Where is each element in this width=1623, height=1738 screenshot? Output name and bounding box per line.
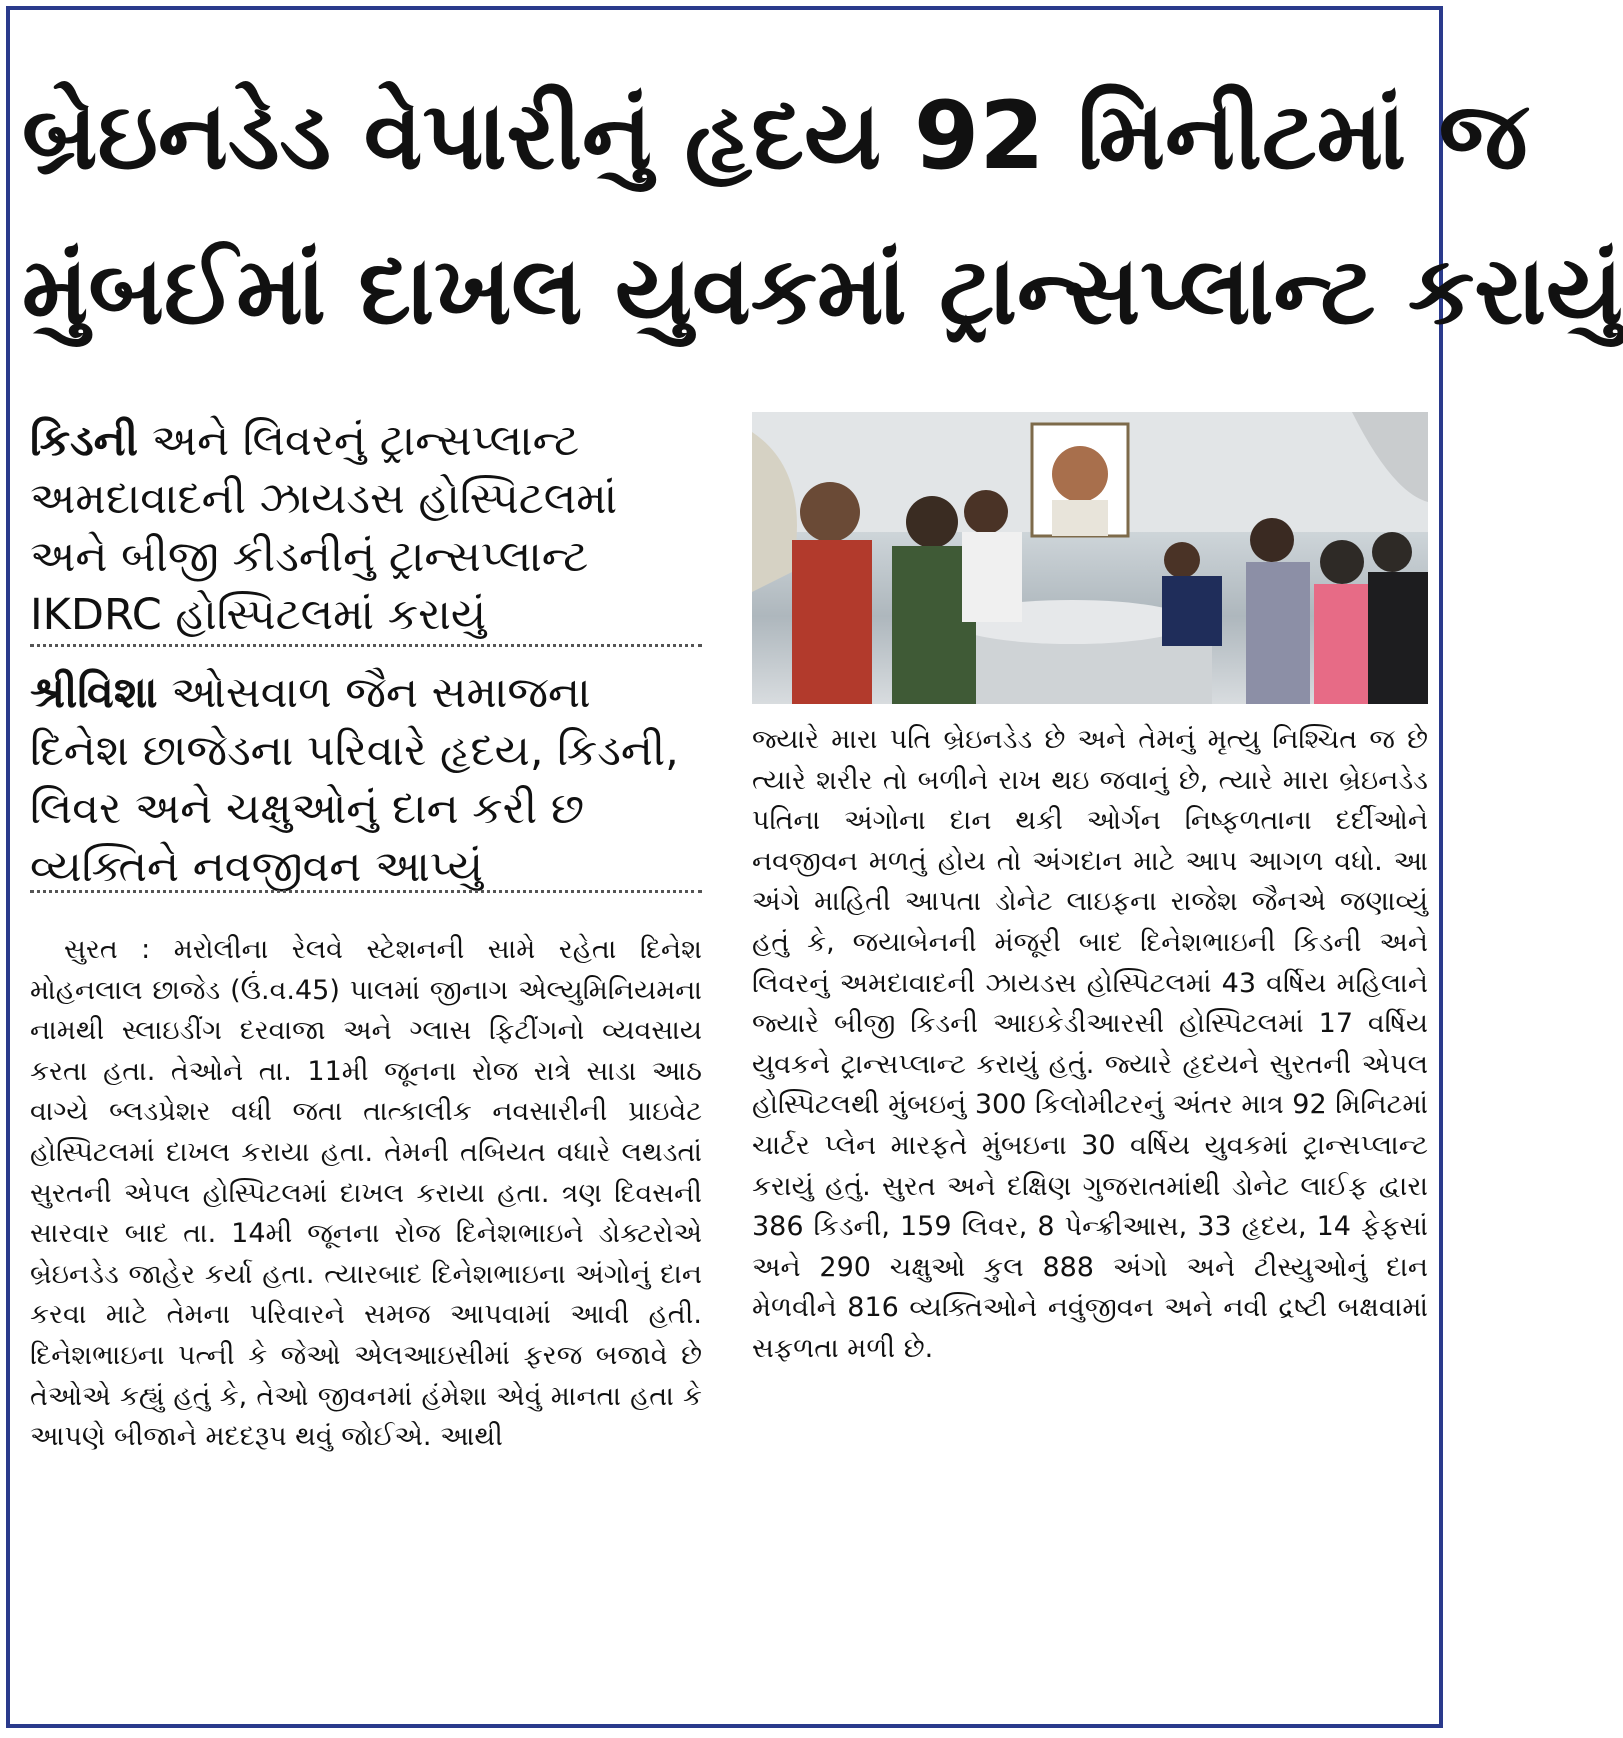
hospital-photo <box>752 412 1428 704</box>
dotted-divider <box>30 890 702 893</box>
subheadline-text: ઓસવાળ જૈન સમાજના દિનેશ છાજેડના પરિવારે હૃદય, કિડની, લિવર અને ચક્ષુઓનું દાન કરી છ વ્યક્તિને નવજીવન આપ્યું <box>30 668 679 892</box>
dotted-divider <box>30 644 702 647</box>
subheadline-transplant <box>30 412 702 642</box>
article-paragraph: જ્યારે મારા પતિ બ્રેઇનડેડ છે અને તેમનું મૃત્યુ નિશ્ચિત જ છે ત્યારે શરીર તો બળીને રાખ થઇ જવાનું છે, ત્યારે મારા બ્રેઇનડેડ પતિના અંગોના દાન થકી ઓર્ગન નિષ્ફળતાના દર્દીઓને નવજીવન મળતું હોય તો અંગદાન માટે આપ આગળ વધો. આ અંગે માહિતી આપતા ડોનેટ લાઇફના રાજેશ જૈનએ જણાવ્યું હતું કે, જયાબેનની મંજૂરી બાદ દિનેશભાઇની કિડની અને લિવરનું અમદાવાદની ઝાયડસ હોસ્પિટલમાં 43 વર્ષિય મહિલાને જ્યારે બીજી કિડની આઇકેડીઆરસી હોસ્પિટલમાં 17 વર્ષિય યુવકને ટ્રાન્સપ્લાન્ટ કરાયું હતું. જ્યારે હૃદયને સુરતની એપલ હોસ્પિટલથી મુંબઇનું 300 કિલોમીટરનું અંતર માત્ર 92 મિનિટમાં ચાર્ટર પ્લેન મારફતે મુંબઇના 30 વર્ષિય યુવકમાં ટ્રાન્સપ્લાન્ટ કરાયું હતું. સુરત અને દક્ષિણ ગુજરાતમાંથી ડોનેટ લાઈફ દ્વારા 386 કિડની, 159 લિવર, 8 પેન્ક્રીઆસ, 33 હૃદય, 14 ફેફસાં અને 290 ચક્ષુઓ કુલ 888 અંગો અને ટીસ્યુઓનું દાન મેળવીને 816 વ્યક્તિઓને નવુંજીવન અને નવી દ્રષ્ટી બક્ષવામાં સફળતા મળી છે. <box>752 724 1428 1364</box>
subheadline-text: અને લિવરનું ટ્રાન્સપ્લાન્ટ અમદાવાદની ઝાયડસ હોસ્પિટલમાં અને બીજી કીડનીનું ટ્રાન્સપ્લાન્ટ IKDRC હોસ્પિટલમાં કરાયું <box>30 416 618 640</box>
article-body-left <box>30 930 702 1720</box>
headline-line-2: મુંબઈમાં દાખલ યુવકમાં ટ્રાન્સપ્લાન્ટ કરાયું <box>22 237 1623 346</box>
article-paragraph: સુરત : મરોલીના રેલવે સ્ટેશનની સામે રહેતા દિનેશ મોહનલાલ છાજેડ (ઉં.વ.45) પાલમાં જીનાગ એલ્યુમિનિયમના નામથી સ્લાઇડીંગ દરવાજા અને ગ્લાસ ફિટીંગનો વ્યવસાય કરતા હતા. તેઓને તા. 11મી જૂનના રોજ રાત્રે સાડા આઠ વાગ્યે બ્લડપ્રેશર વધી જતા તાત્કાલીક નવસારીની પ્રાઇવેટ હોસ્પિટલમાં દાખલ કરાયા હતા. તેમની તબિયત વધારે લથડતાં સુરતની એપલ હોસ્પિટલમાં દાખલ કરાયા હતા. ત્રણ દિવસની સારવાર બાદ તા. 14મી જૂનના રોજ દિનેશભાઇને ડોક્ટરોએ બ્રેઇનડેડ જાહેર કર્યા હતા. ત્યારબાદ દિનેશભાઇના અંગોનું દાન કરવા માટે તેમના પરિવારને સમજ આપવામાં આવી હતી. દિનેશભાઇના પત્ની કે જેઓ એલઆઇસીમાં ફરજ બજાવે છે તેઓએ કહ્યું હતું કે, તેઓ જીવનમાં હંમેશા એવું માનતા હતા કે આપણે બીજાને મદદરૂપ થવું જોઈએ. આથી <box>30 934 702 1453</box>
subheadline-lead: કિડની <box>30 416 139 466</box>
article-body-right <box>752 720 1428 1720</box>
headline-line-1: બ્રેઇનડેડ વેપારીનું હૃદય 92 મિનીટમાં જ <box>22 82 1528 191</box>
subheadline-lead: શ્રીવિશા <box>30 668 158 718</box>
subheadline-family <box>30 664 702 892</box>
